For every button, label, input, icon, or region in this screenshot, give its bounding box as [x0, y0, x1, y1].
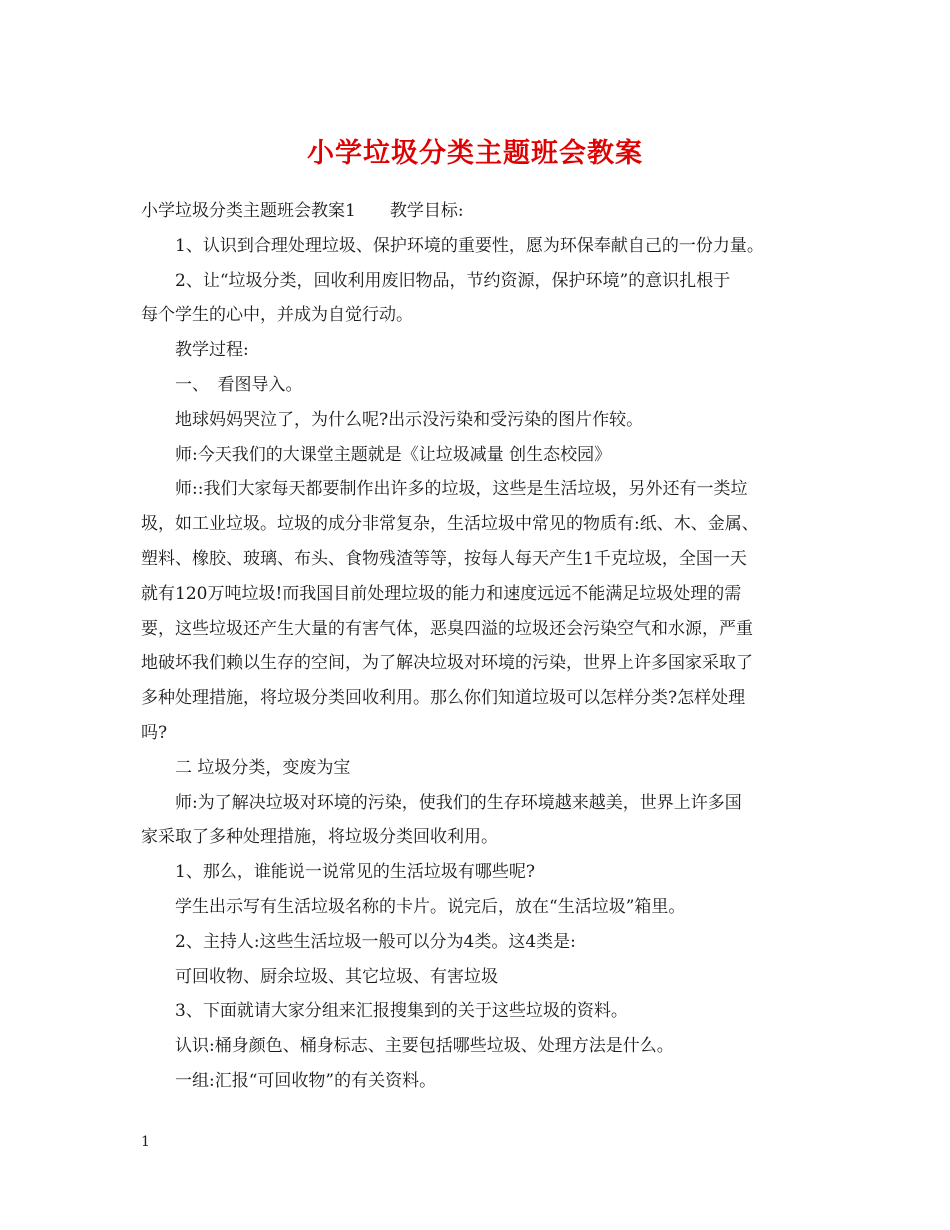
paragraph — [141, 342, 813, 359]
text-line: 吗? — [141, 722, 168, 743]
paragraph — [141, 864, 813, 881]
paragraph — [141, 1038, 813, 1055]
paragraph — [141, 270, 813, 326]
text-line: 二 垃圾分类，变废为宝 — [175, 757, 351, 778]
text-line: 2、让“垃圾分类，回收利用废旧物品，节约资源，保护环境”的意识扎根于 — [175, 270, 731, 291]
text-line: 学生出示写有生活垃圾名称的卡片。说完后，放在“生活垃圾”箱里。 — [175, 896, 686, 917]
paragraph — [141, 444, 813, 465]
paragraph — [141, 931, 813, 952]
paragraph — [141, 481, 813, 742]
text-line: 教学过程: — [175, 340, 249, 361]
text-line: 家采取了多种处理措施，将垃圾分类回收利用。 — [141, 827, 498, 848]
text-line: 地破坏我们赖以生存的空间，为了解决垃圾对环境的污染，世界上许多国家采取了 — [141, 653, 753, 674]
paragraph — [141, 792, 813, 848]
text-line: 1、认识到合理处理垃圾、保护环境的重要性，愿为环保奉献自己的一份力量。 — [175, 235, 764, 256]
text-line: 要，这些垃圾还产生大量的有害气体，恶臭四溢的垃圾还会污染空气和水源，严重 — [141, 618, 753, 639]
paragraph — [141, 757, 813, 778]
paragraph — [141, 1070, 813, 1091]
text-line: 一组:汇报“可回收物”的有关资料。 — [175, 1070, 437, 1091]
page-number: 1 — [141, 1134, 150, 1150]
text-line: 师:为了解决垃圾对环境的污染，使我们的生存环境越来越美，世界上许多国 — [175, 792, 742, 813]
paragraph — [141, 374, 813, 395]
paragraph — [141, 203, 813, 220]
paragraph — [141, 409, 813, 430]
text-line: 一、 看图导入。 — [175, 374, 303, 395]
paragraph — [141, 235, 813, 256]
text-line: 地球妈妈哭泣了，为什么呢?出示没污染和受污染的图片作较。 — [175, 409, 644, 430]
text-line: 每个学生的心中，并成为自觉行动。 — [141, 305, 413, 326]
text-line: 多种处理措施，将垃圾分类回收利用。那么你们知道垃圾可以怎样分类?怎样处理 — [141, 688, 746, 709]
document-body — [141, 203, 813, 1108]
text-line: 认识:桶身颜色、桶身标志、主要包括哪些垃圾、处理方法是什么。 — [175, 1036, 674, 1057]
text-line: 塑料、橡胶、玻璃、布头、食物残渣等等，按每人每天产生1千克垃圾，全国一天 — [141, 548, 747, 569]
text-line: 师:今天我们的大课堂主题就是《让垃圾减量 创生态校园》 — [175, 444, 612, 465]
text-line: 3、下面就请大家分组来汇报搜集到的关于这些垃圾的资料。 — [175, 1001, 628, 1022]
paragraph — [141, 896, 813, 917]
text-line: 师::我们大家每天都要制作出许多的垃圾，这些是生活垃圾，另外还有一类垃 — [175, 479, 748, 500]
text-line: 2、主持人:这些生活垃圾一般可以分为4类。这4类是: — [175, 931, 576, 952]
text-line: 小学垃圾分类主题班会教案1 教学目标: — [141, 201, 464, 221]
text-line: 就有120万吨垃圾!而我国目前处理垃圾的能力和速度远远不能满足垃圾处理的需 — [141, 583, 742, 604]
text-line: 可回收物、厨余垃圾、其它垃圾、有害垃圾 — [175, 966, 498, 987]
paragraph — [141, 1003, 813, 1020]
text-line: 1、那么，谁能说一说常见的生活垃圾有哪些呢? — [175, 862, 535, 883]
paragraph — [141, 966, 813, 987]
text-line: 圾，如工业垃圾。垃圾的成分非常复杂，生活垃圾中常见的物质有:纸、木、金属、 — [141, 514, 759, 535]
page-title: 小学垃圾分类主题班会教案 — [307, 138, 643, 169]
